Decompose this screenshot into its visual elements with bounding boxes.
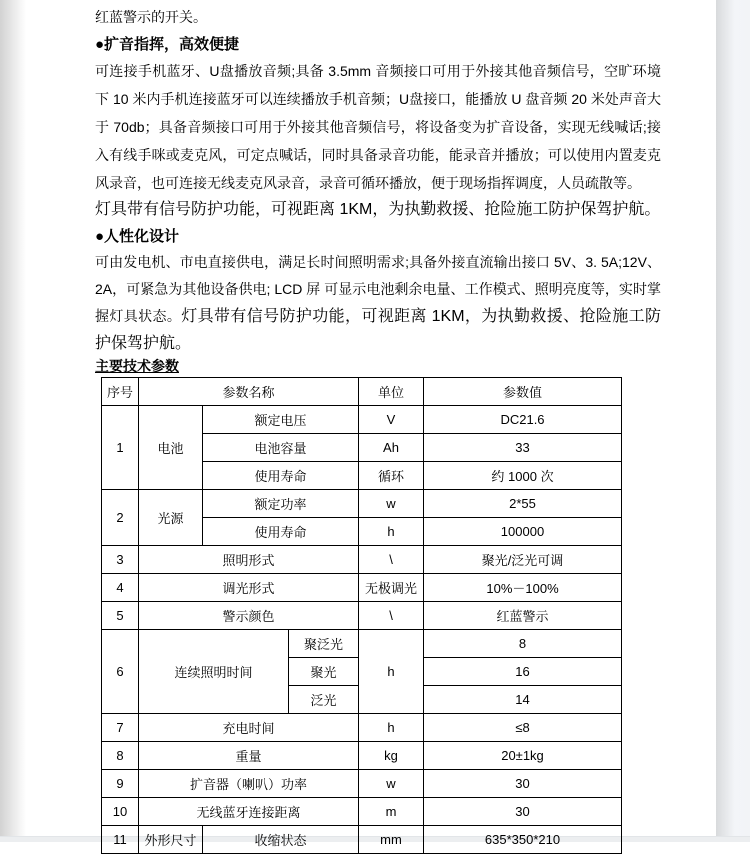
table-row — [102, 546, 622, 574]
cell-unit: \ — [359, 546, 424, 574]
cell-seq: 4 — [102, 574, 139, 602]
cell-value: 聚光/泛光可调 — [424, 546, 622, 574]
section-heading-amplifier: ●扩音指挥，高效便捷 — [95, 36, 240, 53]
cell-unit: \ — [359, 602, 424, 630]
cell-value: 30 — [424, 770, 622, 798]
cell-value: 30 — [424, 798, 622, 826]
cell-seq: 3 — [102, 546, 139, 574]
cell-unit: Ah — [359, 434, 424, 462]
cell-seq: 2 — [102, 490, 139, 546]
cell-param-name: 照明形式 — [139, 546, 359, 574]
table-row — [102, 490, 622, 518]
table-row — [102, 742, 622, 770]
cell-unit: mm — [359, 826, 424, 854]
cell-unit: w — [359, 490, 424, 518]
table-row — [102, 714, 622, 742]
cell-mode: 泛光 — [289, 686, 359, 714]
table-title: 主要技术参数 — [95, 358, 179, 374]
cell-value: 33 — [424, 434, 622, 462]
cell-param-name: 额定功率 — [203, 490, 359, 518]
cell-value: ≤8 — [424, 714, 622, 742]
page-right-shadow — [716, 0, 750, 836]
header-seq: 序号 — [102, 378, 139, 406]
cell-value: 20±1kg — [424, 742, 622, 770]
table-row — [102, 770, 622, 798]
cell-unit: m — [359, 798, 424, 826]
header-name: 参数名称 — [139, 378, 359, 406]
cell-unit: V — [359, 406, 424, 434]
table-row — [102, 602, 622, 630]
section-body-humanized-text: 可由发电机、市电直接供电，满足长时间照明需求;具备外接直流输出接口 5V、3. 5A;12V、2A，可紧急为其他设备供电; LCD 屏 可显示电池剩余电量、工作模式、照明亮度等，实时掌握灯具状态。 — [95, 254, 661, 324]
cell-param-name: 使用寿命 — [203, 518, 359, 546]
cell-seq: 1 — [102, 406, 139, 490]
cell-param-name: 电池容量 — [203, 434, 359, 462]
section-highlight-humanized: 灯具带有信号防护功能，可视距离 1KM，为执勤救援、抢险施工防护保驾护航。 — [95, 308, 661, 352]
table-row — [102, 798, 622, 826]
table-header-row — [102, 378, 622, 406]
cell-unit: h — [359, 630, 424, 714]
cell-seq: 11 — [102, 826, 139, 854]
cell-value: DC21.6 — [424, 406, 622, 434]
cell-value: 约 1000 次 — [424, 462, 622, 490]
table-row — [102, 574, 622, 602]
table-row — [102, 630, 622, 658]
table-row — [102, 826, 622, 854]
cell-seq: 6 — [102, 630, 139, 714]
cell-value: 14 — [424, 686, 622, 714]
cell-unit: h — [359, 518, 424, 546]
cell-param-name: 警示颜色 — [139, 602, 359, 630]
intro-line: 红蓝警示的开关。 — [95, 9, 207, 25]
cell-value: 635*350*210 — [424, 826, 622, 854]
cell-unit: 无极调光 — [359, 574, 424, 602]
cell-value: 2*55 — [424, 490, 622, 518]
document-page[interactable] — [95, 0, 661, 854]
cell-seq: 8 — [102, 742, 139, 770]
page-left-shadow — [0, 0, 26, 836]
cell-param-name: 使用寿命 — [203, 462, 359, 490]
section-heading-humanized: ●人性化设计 — [95, 228, 180, 245]
cell-mode: 聚泛光 — [289, 630, 359, 658]
cell-unit: h — [359, 714, 424, 742]
cell-value: 8 — [424, 630, 622, 658]
section-body-humanized — [95, 249, 661, 357]
cell-value: 10%－100% — [424, 574, 622, 602]
header-unit: 单位 — [359, 378, 424, 406]
cell-seq: 10 — [102, 798, 139, 826]
cell-mode: 聚光 — [289, 658, 359, 686]
cell-param-name: 收缩状态 — [203, 826, 359, 854]
cell-value: 16 — [424, 658, 622, 686]
cell-unit: kg — [359, 742, 424, 770]
cell-param-name: 额定电压 — [203, 406, 359, 434]
cell-group: 外形尺寸 — [139, 826, 203, 854]
header-value: 参数值 — [424, 378, 622, 406]
cell-param-name: 连续照明时间 — [139, 630, 289, 714]
section-body-amplifier: 可连接手机蓝牙、U盘播放音频;具备 3.5mm 音频接口可用于外接其他音频信号，空旷环境下 10 米内手机连接蓝牙可以连续播放手机音频；U盘接口，能播放 U 盘音频 20 米处声音大于 70db；具备音频接口可用于外接其他音频信号，将设备变为扩音设备，实现无线喊话;接入有线手咪或麦克风，可定点喊话，同时具备录音功能，能录音并播放；可以使用内置麦克风录音，也可连接无线麦克风录音，录音可循环播放，便于现场指挥调度，人员疏散等。 — [95, 63, 661, 191]
section-highlight-amplifier: 灯具带有信号防护功能，可视距离 1KM，为执勤救援、抢险施工防护保驾护航。 — [95, 201, 661, 218]
cell-unit: 循环 — [359, 462, 424, 490]
cell-seq: 5 — [102, 602, 139, 630]
cell-param-name: 无线蓝牙连接距离 — [139, 798, 359, 826]
cell-param-name: 充电时间 — [139, 714, 359, 742]
cell-param-name: 调光形式 — [139, 574, 359, 602]
cell-group: 光源 — [139, 490, 203, 546]
table-row — [102, 406, 622, 434]
spec-table — [101, 377, 622, 854]
cell-unit: w — [359, 770, 424, 798]
cell-param-name: 重量 — [139, 742, 359, 770]
cell-seq: 7 — [102, 714, 139, 742]
cell-seq: 9 — [102, 770, 139, 798]
cell-param-name: 扩音器（喇叭）功率 — [139, 770, 359, 798]
cell-value: 红蓝警示 — [424, 602, 622, 630]
cell-group: 电池 — [139, 406, 203, 490]
cell-value: 100000 — [424, 518, 622, 546]
